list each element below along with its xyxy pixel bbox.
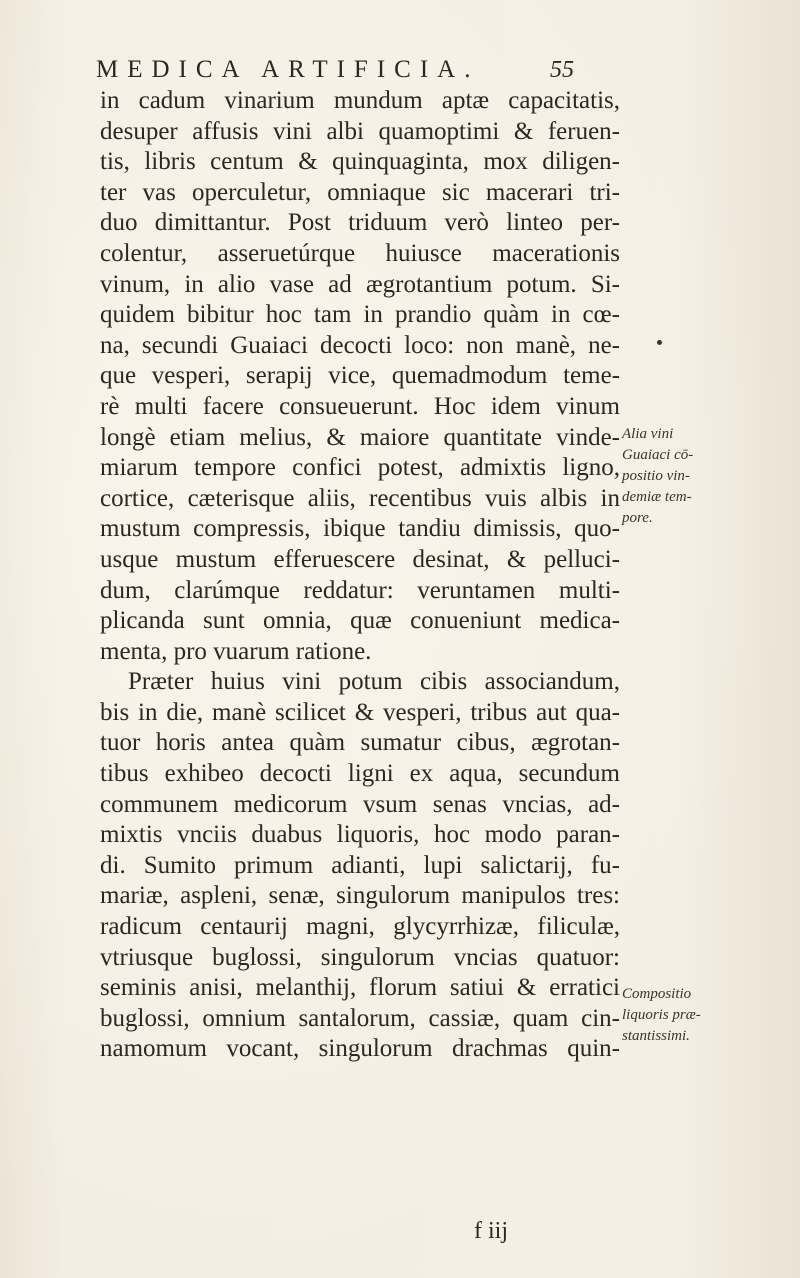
text-line: miarum tempore confici potest, admixtis ligno,: [100, 454, 620, 482]
text-line: dum, clarúmque reddatur: veruntamen multi-: [100, 576, 620, 604]
margin-mark: [657, 340, 662, 345]
marginal-note-line: liquoris præ-: [622, 1007, 701, 1023]
text-line: longè etiam melius, & maiore quantitate vinde-: [100, 423, 620, 451]
text-line: na, secundi Guaiaci decocti loco: non manè, ne-: [100, 331, 620, 359]
text-line: bis in die, manè scilicet & vesperi, tribus aut qua-: [100, 698, 620, 726]
marginal-note-line: Guaiaci cō-: [622, 447, 694, 463]
text-line: seminis anisi, melanthij, florum satiui & erratici: [100, 974, 620, 1002]
text-line: colentur, asseruetúrque huiusce macerationis: [100, 239, 620, 267]
marginal-note-line: demiæ tem-: [622, 489, 692, 505]
marginal-note-liquor-composition: [622, 984, 730, 1047]
text-line: ter vas operculetur, omniaque sic macerari tri-: [100, 178, 620, 206]
text-line: mustum compressis, ibique tandiu dimissis, quo-: [100, 515, 620, 543]
text-line: mixtis vnciis duabus liquoris, hoc modo paran-: [100, 821, 620, 849]
marginal-note-line: positio vin-: [622, 468, 690, 484]
text-line: tis, libris centum & quinquaginta, mox diligen-: [100, 148, 620, 176]
text-line: Præter huius vini potum cibis associandum,: [128, 668, 620, 696]
text-line: quidem bibitur hoc tam in prandio quàm in cœ-: [100, 301, 620, 329]
text-line: desuper affusis vini albi quamoptimi & feruen-: [100, 117, 620, 145]
running-head-title: MEDICA ARTIFICIA.: [96, 56, 480, 83]
body-text: [100, 86, 620, 1065]
text-line: tuor horis antea quàm sumatur cibus, ægrotan-: [100, 729, 620, 757]
text-line: tibus exhibeo decocti ligni ex aqua, secundum: [100, 760, 620, 788]
text-line: usque mustum efferuescere desinat, & pelluci-: [100, 545, 620, 573]
running-head: [0, 50, 800, 90]
marginal-note-line: Compositio: [622, 986, 692, 1002]
text-line: buglossi, omnium santalorum, cassiæ, quam cin-: [100, 1004, 620, 1032]
text-line: vtriusque buglossi, singulorum vncias quatuor:: [100, 943, 620, 971]
page-number: 55: [550, 57, 574, 83]
marginal-note-line: stantissimi.: [622, 1028, 690, 1044]
text-line: duo dimittantur. Post triduum verò linteo per-: [100, 209, 620, 237]
text-line: di. Sumito primum adianti, lupi salictarij, fu-: [100, 851, 620, 879]
text-line: menta, pro vuarum ratione.: [100, 637, 372, 665]
text-line: communem medicorum vsum senas vncias, ad-: [100, 790, 620, 818]
text-line: radicum centaurij magni, glycyrrhizæ, filiculæ,: [100, 913, 620, 941]
text-line: que vesperi, serapij vice, quemadmodum teme-: [100, 362, 620, 390]
signature-mark: f iij: [474, 1218, 508, 1244]
text-line: in cadum vinarium mundum aptæ capacitatis,: [100, 87, 620, 114]
marginal-note-line: pore.: [622, 510, 653, 526]
text-line: rè multi facere consueuerunt. Hoc idem vinum: [100, 392, 620, 420]
marginal-note-line: Alia vini: [622, 426, 674, 442]
text-line: cortice, cæterisque aliis, recentibus vuis albis in: [100, 484, 620, 512]
text-line: namomum vocant, singulorum drachmas quin-: [100, 1035, 620, 1063]
text-line: mariæ, aspleni, senæ, singulorum manipulos tres:: [100, 882, 620, 910]
marginal-note-wine-composition: [622, 424, 730, 529]
text-line: vinum, in alio vase ad ægrotantium potum. Si-: [100, 270, 620, 298]
text-line: plicanda sunt omnia, quæ conueniunt medica-: [100, 607, 620, 635]
